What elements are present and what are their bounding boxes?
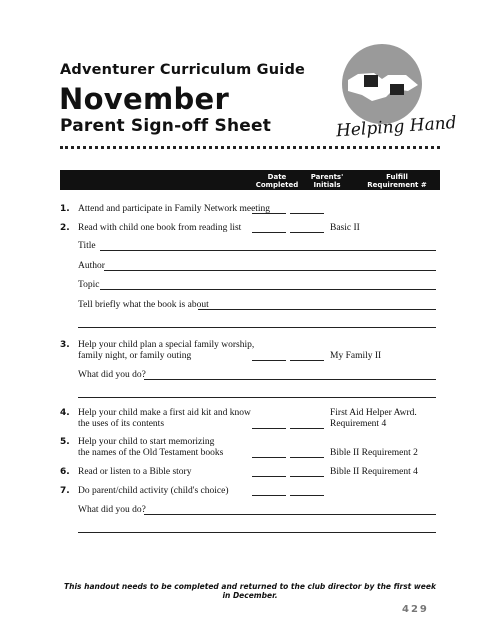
parents-initials-field[interactable] [290, 213, 324, 214]
date-completed-field[interactable] [252, 232, 286, 233]
title-label: Title [78, 241, 96, 251]
author-label: Author [78, 261, 105, 271]
dotted-divider [60, 146, 440, 149]
page-title: November [59, 82, 230, 116]
date-completed-field[interactable] [252, 457, 286, 458]
helping-hand-logo [330, 40, 458, 142]
date-completed-field[interactable] [252, 476, 286, 477]
date-completed-field[interactable] [252, 360, 286, 361]
parents-initials-field[interactable] [290, 457, 324, 458]
topic-label: Topic [78, 280, 100, 290]
what-did-you-do-input-2[interactable] [144, 514, 436, 515]
summary-label: Tell briefly what the book is about [78, 300, 209, 310]
title-input[interactable] [100, 250, 436, 251]
parents-initials-field[interactable] [290, 360, 324, 361]
sheet-subtitle: Parent Sign-off Sheet [60, 116, 272, 136]
parents-initials-field[interactable] [290, 476, 324, 477]
parents-initials-field[interactable] [290, 232, 324, 233]
date-completed-field[interactable] [252, 213, 286, 214]
what-did-you-do-input[interactable] [144, 379, 436, 380]
col-fulfill-header: Fulfill Requirement # [367, 173, 427, 189]
page-number: 429 [402, 604, 429, 615]
author-input[interactable] [104, 270, 436, 271]
what-did-you-do-label-2: What did you do? [78, 505, 146, 515]
summary-input-line-2[interactable] [78, 327, 436, 328]
column-header-bar [60, 170, 440, 190]
summary-input[interactable] [198, 309, 436, 310]
what-did-you-do-input-2-line-2[interactable] [78, 532, 436, 533]
col-parents-header: Parents' Initials [310, 173, 344, 189]
date-completed-field[interactable] [252, 428, 286, 429]
col-date-header: Date Completed [255, 173, 299, 189]
parents-initials-field[interactable] [290, 428, 324, 429]
what-did-you-do-input-line-2[interactable] [78, 397, 436, 398]
guide-title: Adventurer Curriculum Guide [60, 62, 306, 78]
topic-input[interactable] [100, 289, 436, 290]
parents-initials-field[interactable] [290, 495, 324, 496]
date-completed-field[interactable] [252, 495, 286, 496]
what-did-you-do-label: What did you do? [78, 370, 146, 380]
footer-note: This handout needs to be completed and returned to the club director by the first week in December. [64, 582, 436, 600]
logo-text: Helping Hand [335, 112, 458, 142]
